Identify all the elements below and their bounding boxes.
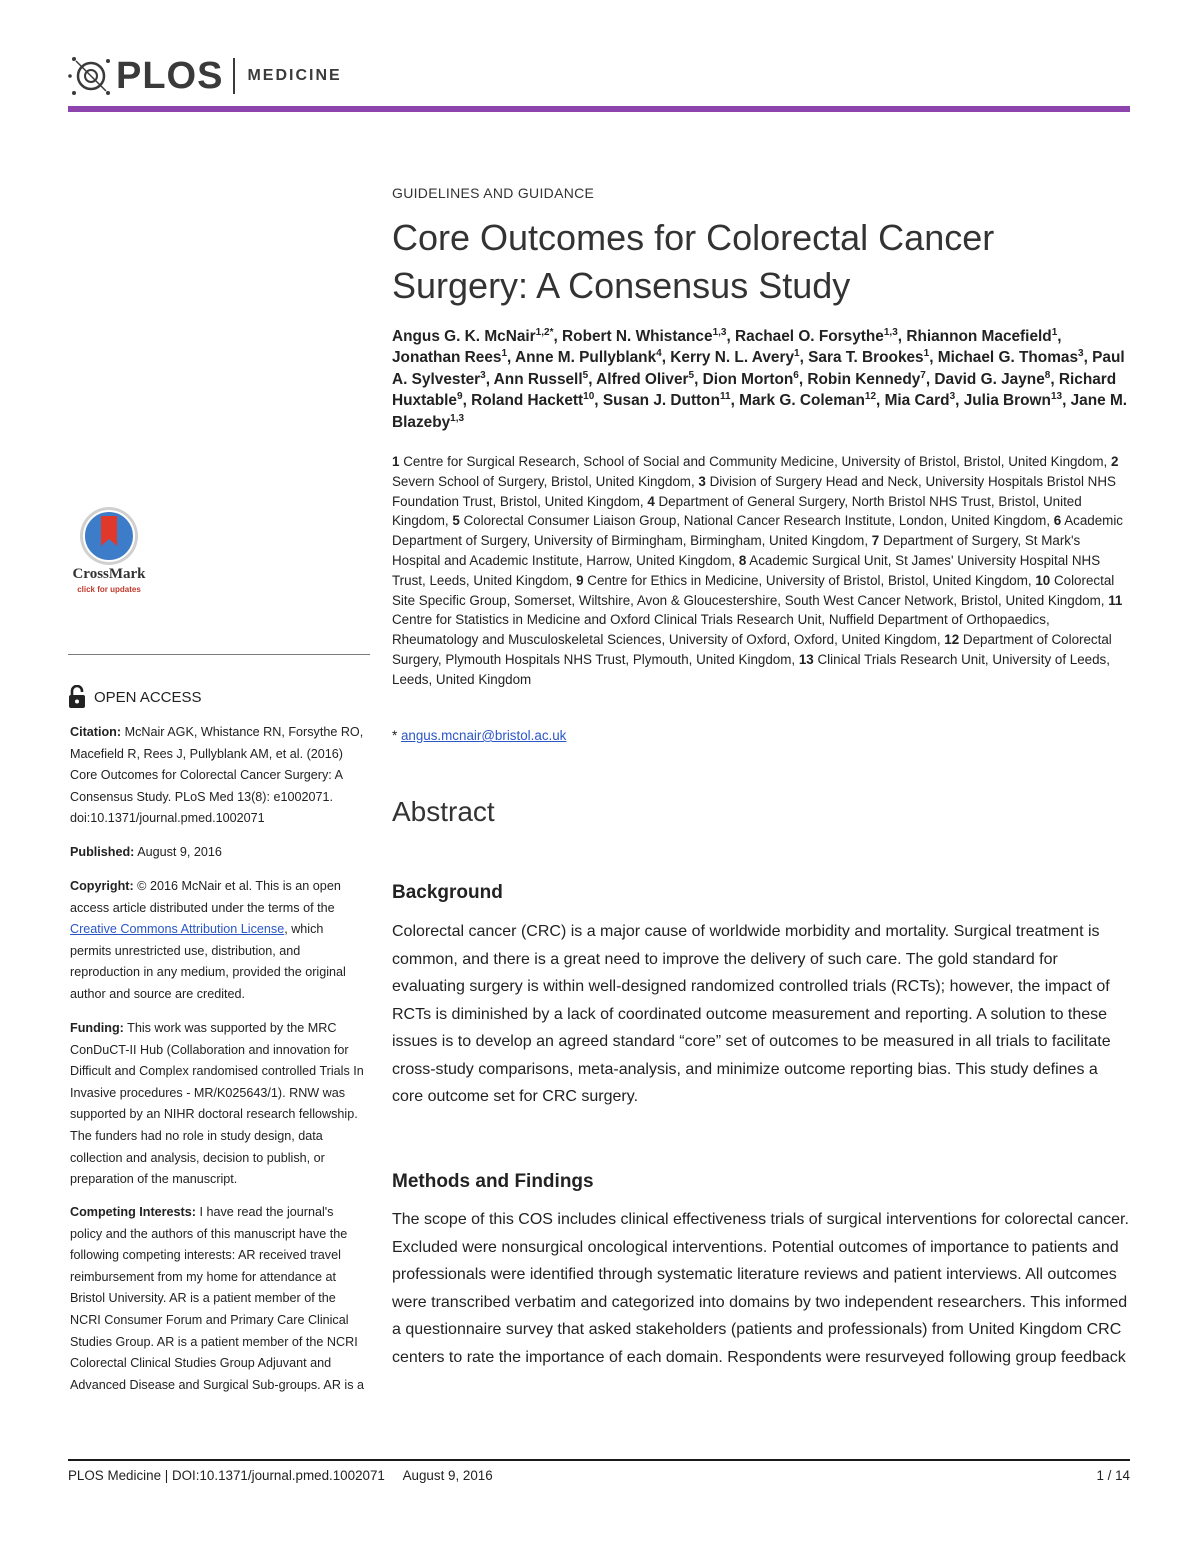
corresponding-star: *	[549, 326, 554, 338]
author-affiliation-marker: 10	[583, 391, 595, 403]
affiliation-number: 1	[392, 454, 400, 469]
affiliation-text: Centre for Ethics in Medicine, University of Bristol, Bristol, United Kingdom	[587, 572, 1028, 588]
journal-logo[interactable]	[68, 52, 342, 100]
author-separator: ,	[897, 328, 907, 345]
author-affiliation-marker: 1	[923, 348, 930, 360]
funding-label: Funding:	[70, 1021, 124, 1035]
author-name: Susan J. Dutton	[602, 392, 721, 410]
author-separator: ,	[1057, 328, 1062, 345]
author-name: Mark G. Coleman	[739, 392, 865, 410]
published-date: August 9, 2016	[137, 845, 222, 859]
background-paragraph	[392, 918, 1132, 1111]
author-name: Rachael O. Forsythe	[735, 328, 884, 345]
affiliation-text: Department of Surgery, St Mark's Hospital and Academic Institute, Harrow, United Kingdom	[392, 533, 1081, 568]
affiliation-text: Department of General Surgery, North Bristol NHS Trust, Bristol, United Kingdom	[392, 493, 1082, 529]
footer-journal-doi: PLOS Medicine | DOI:10.1371/journal.pmed.1002071	[68, 1468, 385, 1483]
author-separator: ,	[588, 370, 597, 388]
author-separator: ,	[694, 370, 703, 388]
page-number: 1 / 14	[1096, 1468, 1130, 1483]
author-separator: ,	[485, 370, 494, 388]
author-separator: ,	[1083, 349, 1093, 367]
author-name: Richard Huxtable	[392, 370, 1117, 410]
footer-date: August 9, 2016	[402, 1468, 493, 1483]
open-access-badge	[68, 685, 202, 709]
author-affiliation-marker: 11	[720, 391, 731, 403]
author-name: Robert N. Whistance	[562, 328, 713, 345]
corresponding-email-link[interactable]: angus.mcnair@bristol.ac.uk	[400, 728, 567, 743]
background-heading: Background	[392, 882, 503, 903]
affiliation-list: 1 Centre for Surgical Research, School of Social and Community Medicine, University of Bristol, Bristol, United Kingdom, 2 Severn School of Surgery, Bristol, United Kingdom, 3 Division of Surgery Head and Neck, University Hospitals Bristol NHS Foundation Trust, Bristol, United Kingdom, 4 Department of General Surgery, North Bristol NHS Trust, Bristol, United Kingdom, 5 Colorectal Consumer Liaison Group, National Cancer Research Institute, London, United Kingdom, 6 Academic Department of Surgery, University of Birmingham, Birmingham, United Kingdom, 7 Department of Surgery, St Mark's Hospital and Academic Institute, Harrow, United Kingdom, 8 Academic Surgical Unit, St James' University Hospital NHS Trust, Leeds, United Kingdom, 9 Centre for Ethics in Medicine, University of Bristol, Bristol, United Kingdom, 10 Colorectal Site Specific Group, Somerset, Wiltshire, Avon & Gloucestershire, South West Cancer Network, Bristol, United Kingdom, 11 Centre for Statistics in Medicine and Oxford Clinical Trials Research Unit, Nuffield Department of Orthopaedics, Rheumatology and Musculoskeletal Sciences, University of Oxford, Oxford, United Kingdom, 12 Department of Colorectal Surgery, Plymouth Hospitals NHS Trust, Plymouth, United Kingdom, 13 Clinical Trials Research Unit, University of Leeds, Leeds, United Kingdom	[392, 454, 1123, 687]
author-name: Julia Brown	[963, 392, 1051, 410]
methods-text: The scope of this COS includes clinical effectiveness trials of surgical interventions for colorectal cancer. Excluded were nonsurgical oncological interventions. Potential outcomes of importance to patients and professionals were identified through systematic literature reviews and patient interviews. All outcomes were transcribed verbatim and categorized into domains by two independent researchers. This informed a questionnaire survey that asked stakeholders (patients and professionals) from United Kingdom CRC centers to rate the importance of each domain. Respondents were resurveyed following group feedback	[392, 1211, 1129, 1366]
affiliation-number: 10	[1035, 572, 1051, 588]
crossmark-sub-label: click for updates	[77, 585, 141, 594]
author-affiliation-marker: 1	[501, 348, 508, 360]
affiliation-number: 2	[1110, 454, 1119, 469]
plos-logo-icon	[68, 53, 114, 99]
author-affiliation-marker: 5	[688, 369, 695, 381]
author-name: Rhiannon Macefield	[906, 328, 1052, 345]
author-name: Mia Card	[884, 392, 950, 410]
affiliation-number: 7	[871, 533, 880, 549]
author-name: Kerry N. L. Avery	[670, 349, 795, 367]
article-title	[392, 214, 1132, 310]
title-line-1: Core Outcomes for Colorectal Cancer	[392, 217, 995, 258]
author-affiliation-marker: 3	[1078, 348, 1084, 360]
author-affiliation-marker: 5	[582, 369, 589, 381]
competing-label: Competing Interests:	[70, 1205, 196, 1219]
copyright-label: Copyright:	[70, 879, 134, 893]
author-separator: ,	[594, 392, 603, 410]
abstract-heading: Abstract	[392, 796, 495, 827]
author-separator: ,	[929, 349, 938, 367]
funding-text: This work was supported by the MRC ConDuCT-II Hub (Collaboration and innovation for Difficult and Complex randomised controlled Trials In Invasive procedures - MR/K025643/1). RNW was supported by an NIHR doctoral research fellowship. The funders had no role in study design, data collection and analysis, decision to publish, or preparation of the manuscript.	[70, 1021, 364, 1187]
author-name: David G. Jayne	[934, 370, 1045, 388]
affiliation-text: Colorectal Consumer Liaison Group, National Cancer Research Institute, London, United Kingdom	[463, 513, 1047, 529]
title-line-2: Surgery: A Consensus Study	[392, 265, 851, 306]
author-name: Roland Hackett	[471, 392, 584, 410]
sidebar-rule	[68, 654, 370, 655]
background-text: Colorectal cancer (CRC) is a major cause of worldwide morbidity and mortality. Surgical treatment is common, and there is a great need to improve the delivery of such care. The gold standard for evaluating surgery is within well-designed randomized controlled trials (RCTs); however, the impact of RCTs is diminished by a lack of coordinated outcome measurement and reporting. A solution to these issues is to develop an agreed standard “core” set of outcomes to be measured in all trials to facilitate cross-study comparisons, meta-analysis, and minimize outcome reporting bias. This study defines a core outcome set for CRC surgery.	[392, 923, 1111, 1105]
methods-paragraph	[392, 1206, 1132, 1371]
author-separator: ,	[730, 392, 740, 410]
affiliation-number: 12	[944, 632, 960, 648]
author-name: Angus G. K. McNair	[392, 328, 536, 345]
footer-rule	[68, 1459, 1130, 1461]
citation-text: McNair AGK, Whistance RN, Forsythe RO, Macefield R, Rees J, Pullyblank AM, et al. (2016) Core Outcomes for Colorectal Cancer Surgery: A Consensus Study. PLoS Med 13(8): e1002071. doi:10.1371/journal.pmed.1002071	[70, 725, 364, 826]
author-name: Anne M. Pullyblank	[515, 349, 657, 367]
author-name: Jonathan Rees	[392, 349, 502, 367]
author-separator: ,	[661, 349, 671, 367]
author-affiliation-marker: 8	[1044, 369, 1051, 381]
funding-block	[70, 1018, 368, 1191]
affiliation-number: 6	[1053, 513, 1062, 529]
author-affiliation-marker: 1,2	[535, 326, 550, 338]
affiliation-text: Centre for Statistics in Medicine and Oxford Clinical Trials Research Unit, Nuffield Department of Orthopaedics, Rheumatology and Musculoskeletal Sciences, University of Oxford, Oxford, United Kingdom	[392, 612, 1050, 648]
author-separator: ,	[955, 392, 964, 410]
affiliation-number: 5	[452, 513, 460, 529]
affiliation-text: Academic Surgical Unit, St James' University Hospital NHS Trust, Leeds, United Kingdom	[392, 552, 1101, 588]
methods-heading: Methods and Findings	[392, 1171, 594, 1192]
author-affiliation-marker: 6	[793, 369, 799, 381]
author-list	[392, 326, 1132, 433]
author-affiliation-marker: 3	[480, 369, 486, 381]
crossmark-label: CrossMark	[72, 566, 146, 582]
author-name: Alfred Oliver	[596, 370, 689, 388]
citation-block	[70, 722, 368, 830]
competing-interests-block	[70, 1202, 368, 1396]
license-link[interactable]: Creative Commons Attribution License	[70, 922, 285, 937]
affiliation-number: 8	[738, 552, 747, 568]
affiliation-number: 11	[1108, 592, 1123, 608]
author-separator: ,	[925, 370, 935, 388]
journal-name: MEDICINE	[247, 67, 342, 84]
author-affiliation-marker: 7	[920, 369, 926, 381]
author-affiliation-marker: 3	[949, 391, 956, 403]
affiliation-text: Division of Surgery Head and Neck, University Hospitals Bristol NHS Foundation Trust, Bristol, United Kingdom	[392, 473, 1116, 509]
author-name: Ann Russell	[493, 370, 583, 388]
header-rule	[68, 106, 1130, 112]
corresponding-marker: *	[392, 728, 398, 743]
published-label: Published:	[70, 845, 135, 859]
author-separator: ,	[462, 392, 472, 410]
author-affiliation-marker: 13	[1050, 391, 1063, 403]
article-type: GUIDELINES AND GUIDANCE	[392, 185, 595, 201]
logo-divider	[233, 58, 235, 94]
affiliation-text: Colorectal Site Specific Group, Somerset, Wiltshire, Avon & Gloucestershire, South West Cancer Network, Bristol, United Kingdom	[392, 572, 1115, 608]
author-separator: ,	[726, 328, 736, 345]
affiliation-text: Clinical Trials Research Unit, University of Leeds, Leeds, United Kingdom	[392, 651, 1110, 687]
author-separator: ,	[1050, 370, 1059, 388]
affiliation-text: Severn School of Surgery, Bristol, United Kingdom	[392, 473, 691, 489]
published-block	[70, 842, 368, 864]
author-separator: ,	[553, 328, 563, 345]
author-affiliation-marker: 1,3	[883, 326, 898, 338]
copyright-text: © 2016 McNair et al. This is an open access article distributed under the terms of the	[70, 879, 341, 915]
affiliation-text: Academic Department of Surgery, University of Birmingham, Birmingham, United Kingdom	[392, 513, 1123, 549]
brand-name: PLOS	[116, 55, 224, 97]
affiliation-number: 4	[647, 493, 655, 509]
affiliation-number: 9	[576, 572, 584, 588]
copyright-text-end: , which permits unrestricted use, distribution, and reproduction in any medium, provided the original author and source are credited.	[70, 922, 346, 1001]
author-separator: ,	[1062, 392, 1071, 410]
author-name: Paul A. Sylvester	[392, 349, 1125, 388]
author-affiliation-marker: 1,3	[450, 412, 465, 424]
author-affiliation-marker: 1,3	[712, 326, 727, 338]
author-separator: ,	[507, 349, 516, 367]
author-separator: ,	[876, 392, 885, 410]
author-name: Dion Morton	[702, 370, 794, 388]
author-name: Michael G. Thomas	[937, 349, 1079, 367]
copyright-block	[70, 876, 368, 1006]
corresponding-author	[392, 728, 1132, 743]
crossmark-badge[interactable]	[66, 500, 152, 600]
author-affiliation-marker: 12	[864, 391, 877, 403]
citation-label: Citation:	[70, 725, 122, 739]
competing-text: I have read the journal's policy and the authors of this manuscript have the following competing interests: AR received travel reimbursement from my home for attendance at Bristol University. AR is a patient member of the NCRI Consumer Forum and Primary Care Clinical Studies Group. AR is a patient member of the NCRI Colorectal Clinical Studies Group Adjuvant and Advanced Disease and Surgical Sub-groups. AR is a	[70, 1205, 365, 1392]
author-affiliation-marker: 9	[457, 391, 463, 403]
affiliation-number: 3	[698, 473, 706, 489]
author-name: Jane M. Blazeby	[392, 392, 1128, 431]
open-access-label: OPEN ACCESS	[94, 688, 202, 706]
footer-citation	[68, 1468, 493, 1483]
author-separator: ,	[798, 370, 808, 388]
crossmark-icon	[66, 500, 152, 566]
author-name: Sara T. Brookes	[808, 349, 924, 367]
affiliation-text: Department of Colorectal Surgery, Plymouth Hospitals NHS Trust, Plymouth, United Kingdom	[392, 632, 1112, 667]
author-affiliation-marker: 4	[656, 348, 662, 360]
author-separator: ,	[799, 349, 809, 367]
affiliation-text: Centre for Surgical Research, School of Social and Community Medicine, University of Bristol, Bristol, United Kingdom	[403, 454, 1104, 469]
author-affiliation-marker: 1	[1051, 326, 1058, 338]
open-lock-icon	[68, 685, 86, 709]
author-affiliation-marker: 1	[794, 348, 800, 360]
affiliation-number: 13	[798, 651, 814, 667]
author-name: Robin Kennedy	[807, 370, 921, 388]
